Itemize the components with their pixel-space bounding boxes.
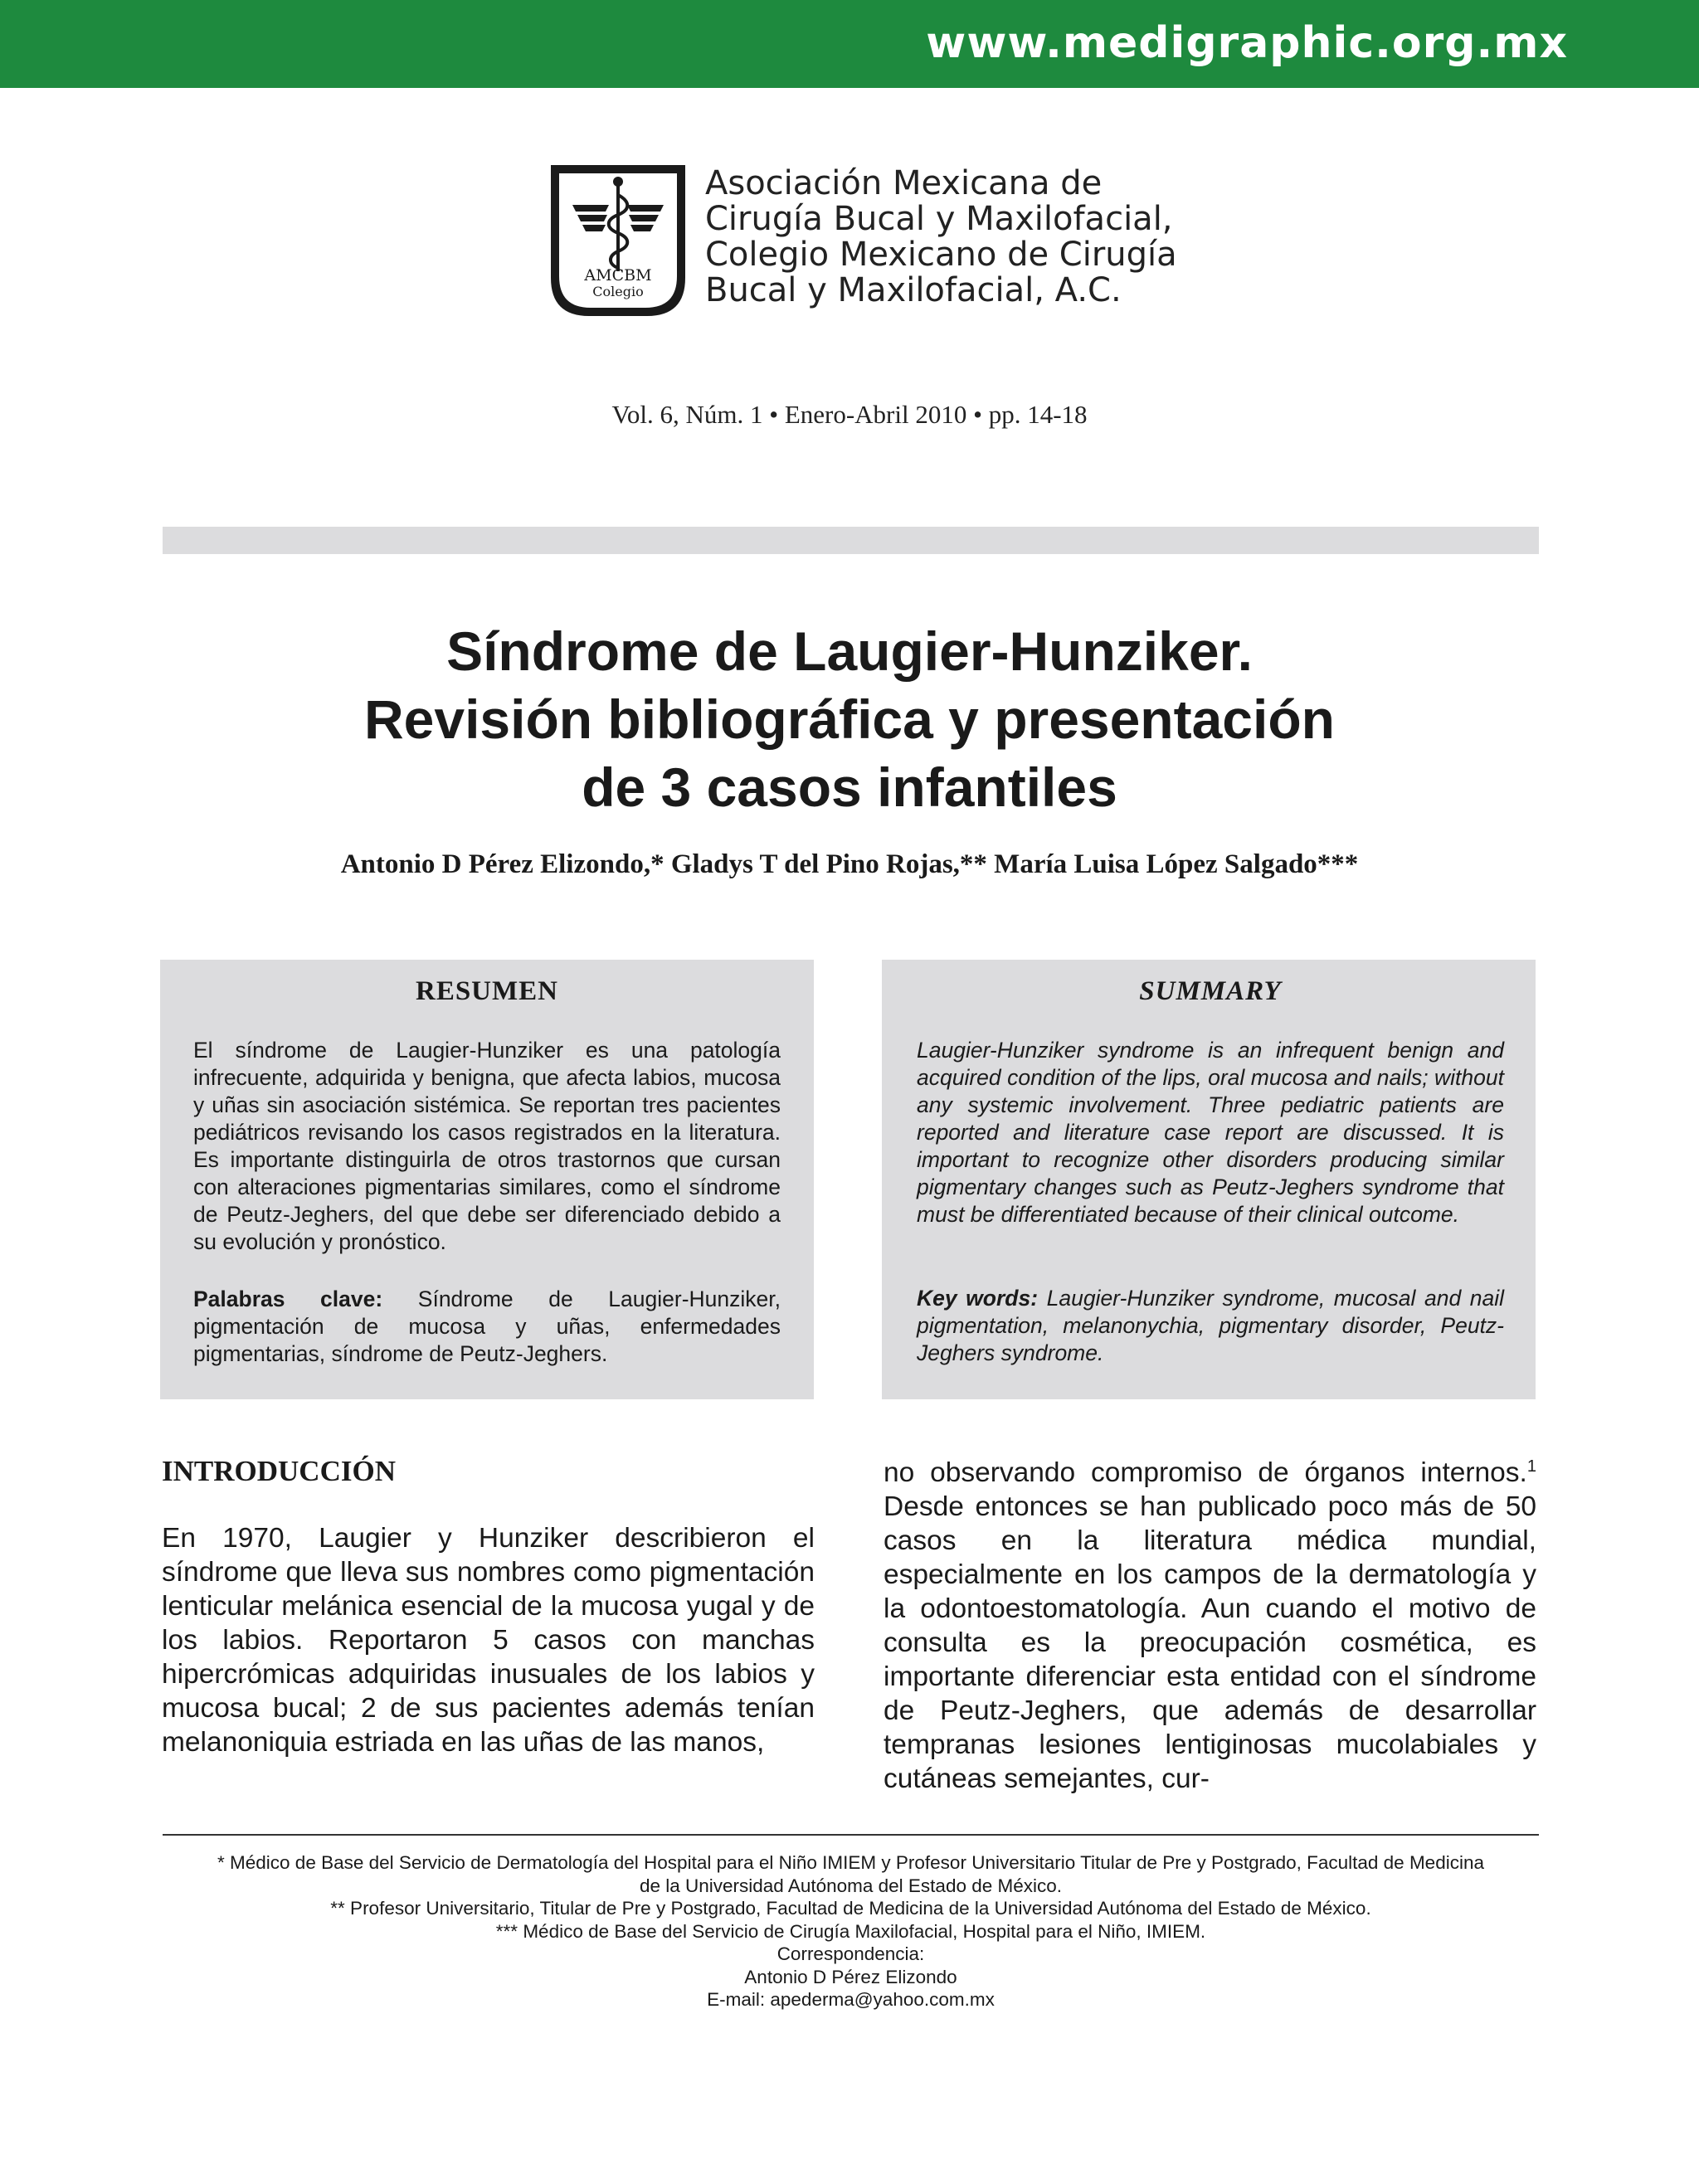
resumen-text: El síndrome de Laugier-Hunziker es una patología infrecuente, adquirida y benigna, que afecta labios, mucosa y uñas sin asociación sistémica. Se reportan tres pacientes pediátricos revisando los casos registrados en la literatura. Es importante distinguirla de otros trastornos que cursan con alteraciones pigmentarias similares, como el síndrome de Peutz-Jeghers, del que debe ser diferenciado debido a su evolución y pronóstico. (193, 1038, 781, 1254)
org-line-1: Asociación Mexicana de (705, 164, 1103, 202)
correspondence-name: Antonio D Pérez Elizondo (744, 1966, 957, 1987)
article-title (0, 617, 1699, 821)
footnote-1b: de la Universidad Autónoma del Estado de México. (639, 1875, 1063, 1896)
intro-paragraph-right (884, 1456, 1536, 1796)
logo-text-amcbm: AMCBM (584, 266, 652, 285)
logo-text-colegio: Colegio (592, 284, 644, 299)
title-line-1: Síndrome de Laugier-Hunziker. (446, 620, 1253, 682)
divider-bar (163, 527, 1539, 554)
volume-info: Vol. 6, Núm. 1 • Enero-Abril 2010 • pp. 14-18 (611, 400, 1088, 429)
organization-name (705, 166, 1286, 309)
org-line-3: Colegio Mexicano de Cirugía (705, 236, 1177, 274)
correspondence-label: Correspondencia: (776, 1943, 925, 1964)
resumen-keywords-text: Síndrome de Laugier-Hunziker, pigmentación de mucosa y uñas, enfermedades pigmentarias, síndrome de Peutz-Jeghers. (193, 1287, 781, 1366)
intro-right-continuation: Desde entonces se han publicado poco más de 50 casos en la literatura médica mundial, especialmente en los campos de la dermatología y la odontoestomatología. Aun cuando el motivo de consulta es la preocupación cosmética, es importante diferenciar esta entidad con el síndrome de Peutz-Jeghers, que además de desarrollar tempranas lesiones lentiginosas mucolabiales y cutáneas semejantes, cur- (884, 1491, 1536, 1794)
footnote-3: *** Médico de Base del Servicio de Cirugía Maxilofacial, Hospital para el Niño, IMIEM. (495, 1920, 1206, 1942)
org-line-2: Cirugía Bucal y Maxilofacial, (705, 200, 1173, 238)
body-column-left (162, 1453, 815, 1759)
site-url-link[interactable]: www.medigraphic.org.mx (926, 18, 1568, 68)
intro-right-first-line: no observando compromiso de órganos internos. (884, 1457, 1527, 1488)
footnote-rule (163, 1834, 1539, 1836)
summary-keywords-text: Laugier-Hunziker syndrome, mucosal and nail pigmentation, melanonychia, pigmentary disorder, Peutz-Jeghers syndrome. (917, 1286, 1504, 1365)
intro-paragraph-left: En 1970, Laugier y Hunziker describieron el síndrome que lleva sus nombres como pigmentación lenticular melánica esencial de la mucosa yugal y de los labios. Reportaron 5 casos con manchas hipercrómicas adquiridas inusuales de los labios y mucosa bucal; 2 de sus pacientes además tenían melanoniquia estriada en las uñas de las manos, (162, 1523, 815, 1758)
resumen-box (160, 960, 814, 1399)
title-line-3: de 3 casos infantiles (582, 756, 1117, 818)
org-line-4: Bucal y Maxilofacial, A.C. (705, 271, 1122, 309)
summary-keywords-label: Key words: (917, 1286, 1039, 1311)
header-bar (0, 0, 1699, 88)
title-line-2: Revisión bibliográfica y presentación (364, 688, 1335, 750)
summary-keywords (917, 1285, 1504, 1367)
caduceus-wings-icon (548, 162, 689, 319)
summary-text: Laugier-Hunziker syndrome is an infrequent benign and acquired condition of the lips, oral mucosa and nails; without any systemic involvement. Three pediatric patients are reported and literature case report are discussed. It is important to recognize other disorders producing similar pigmentary changes such as Peutz-Jeghers syndrome that must be differentiated because of their clinical outcome. (917, 1038, 1504, 1227)
correspondence-email[interactable]: E-mail: apederma@yahoo.com.mx (707, 1989, 995, 2010)
footnotes (163, 1851, 1539, 2011)
amcbm-logo (548, 162, 689, 319)
article-authors: Antonio D Pérez Elizondo,* Gladys T del Pino Rojas,** María Luisa López Salgado*** (340, 849, 1359, 879)
summary-box (882, 960, 1536, 1399)
reference-superscript[interactable]: 1 (1526, 1457, 1536, 1476)
section-heading-introduccion: INTRODUCCIÓN (162, 1455, 396, 1487)
resumen-keywords-label: Palabras clave: (193, 1287, 383, 1311)
footnote-1a: * Médico de Base del Servicio de Dermatología del Hospital para el Niño IMIEM y Profesor Universitario Titular de Pre y Postgrado, Facultad de Medicina (217, 1852, 1484, 1873)
footnote-2: ** Profesor Universitario, Titular de Pre y Postgrado, Facultad de Medicina de la Universidad Autónoma del Estado de México. (330, 1898, 1371, 1919)
resumen-keywords (193, 1286, 781, 1368)
body-column-right (884, 1456, 1536, 1796)
resumen-heading: RESUMEN (415, 976, 559, 1006)
summary-heading: SUMMARY (1139, 976, 1282, 1006)
